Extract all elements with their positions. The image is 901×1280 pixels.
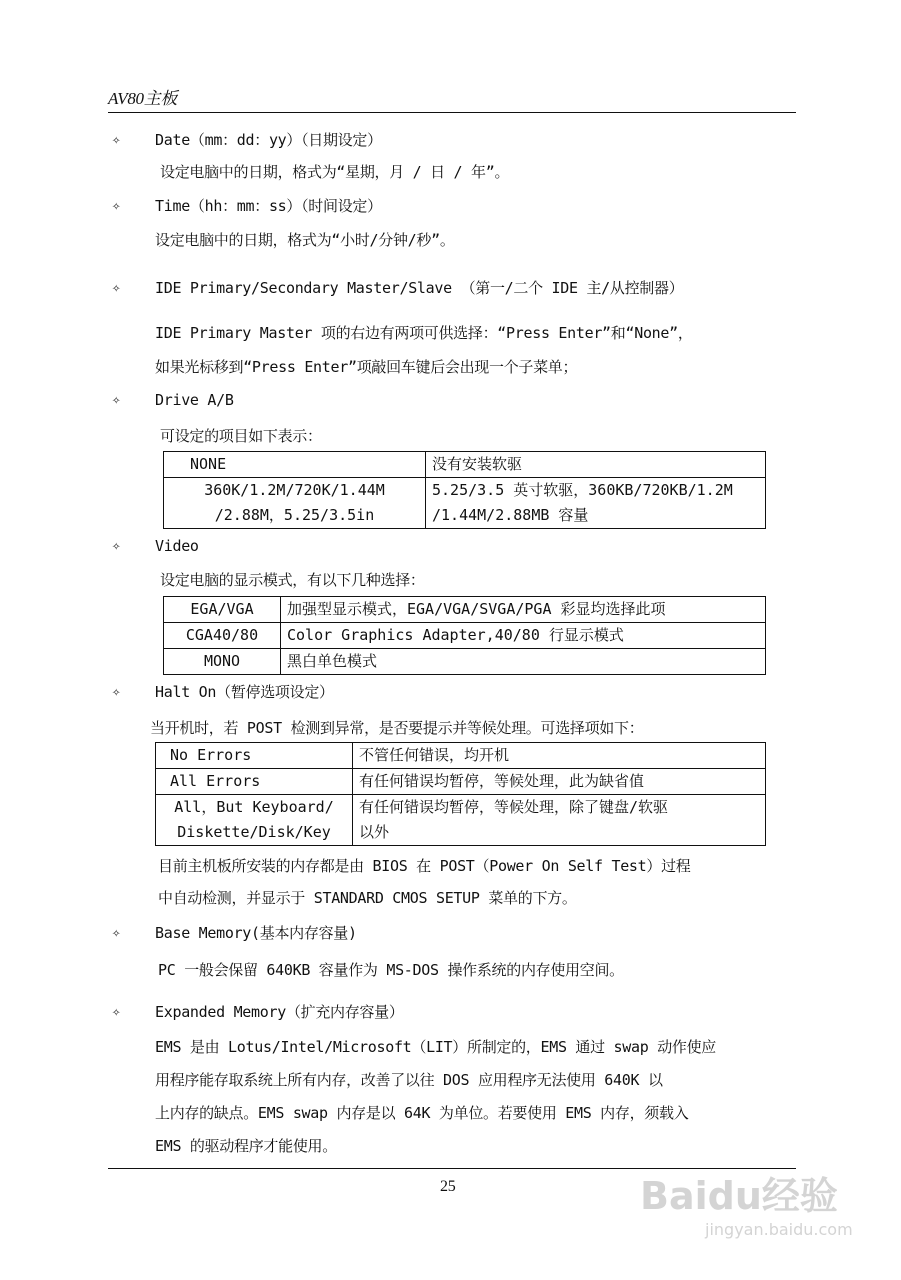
table-row	[156, 769, 766, 795]
watermark-url: jingyan.baidu.com	[705, 1220, 853, 1239]
drive-table	[163, 451, 766, 529]
table-cell: 黑白单色模式	[281, 649, 766, 675]
table-cell	[426, 478, 766, 529]
header-rule	[108, 112, 796, 113]
table-cell: CGA40/80	[164, 623, 281, 649]
table-cell: NONE	[164, 452, 426, 478]
bullet-icon: ✧	[112, 132, 121, 148]
paragraph-line: 中自动检测，并显示于 STANDARD CMOS SETUP 菜单的下方。	[158, 889, 577, 907]
cell-line: 有任何错误均暂停，等候处理，除了键盘/软驱	[359, 798, 669, 816]
table-row	[164, 452, 766, 478]
watermark-logo: Baidu经验	[640, 1174, 838, 1218]
section-title: Time（hh：mm：ss）（时间设定）	[155, 197, 382, 215]
table-cell	[156, 795, 353, 846]
bullet-icon: ✧	[112, 392, 121, 408]
table-cell: EGA/VGA	[164, 597, 281, 623]
table-cell: 没有安装软驱	[426, 452, 766, 478]
paragraph-line: 上内存的缺点。EMS swap 内存是以 64K 为单位。若要使用 EMS 内存，须载入	[155, 1104, 689, 1122]
bullet-icon: ✧	[112, 925, 121, 941]
table-row	[156, 795, 766, 846]
table-cell: No Errors	[156, 743, 353, 769]
section-title: IDE Primary/Secondary Master/Slave （第一/二个 IDE 主/从控制器）	[155, 279, 684, 297]
table-cell: MONO	[164, 649, 281, 675]
bullet-icon: ✧	[112, 684, 121, 700]
cell-line: Diskette/Disk/Key	[177, 823, 331, 841]
bullet-icon: ✧	[112, 280, 121, 296]
cell-line: /1.44M/2.88MB 容量	[432, 506, 589, 524]
cell-line: 5.25/3.5 英寸软驱，360KB/720KB/1.2M	[432, 481, 733, 499]
paragraph-line: 目前主机板所安装的内存都是由 BIOS 在 POST（Power On Self Test）过程	[158, 857, 691, 875]
section-title: Base Memory(基本内存容量)	[155, 924, 357, 942]
paragraph-line: 设定电脑中的日期，格式为“星期，月 / 日 / 年”。	[160, 163, 510, 181]
video-table	[163, 596, 766, 675]
table-cell: All Errors	[156, 769, 353, 795]
page-number: 25	[440, 1178, 456, 1195]
bullet-icon: ✧	[112, 1004, 121, 1020]
table-cell	[164, 478, 426, 529]
paragraph-line: EMS 的驱动程序才能使用。	[155, 1137, 337, 1155]
cell-line: /2.88M，5.25/3.5in	[214, 506, 375, 524]
bullet-icon: ✧	[112, 538, 121, 554]
table-cell: Color Graphics Adapter,40/80 行显示模式	[281, 623, 766, 649]
paragraph-line: 设定电脑中的日期，格式为“小时/分钟/秒”。	[155, 231, 455, 249]
paragraph-line: 可设定的项目如下表示：	[160, 427, 322, 445]
paragraph-line: 设定电脑的显示模式，有以下几种选择：	[160, 571, 425, 589]
halt-table	[155, 742, 766, 846]
table-row	[164, 649, 766, 675]
section-title: Drive A/B	[155, 391, 234, 409]
section-title: Video	[155, 537, 199, 555]
paragraph-line: 用程序能存取系统上所有内存，改善了以往 DOS 应用程序无法使用 640K 以	[155, 1071, 663, 1089]
paragraph-line: 当开机时，若 POST 检测到异常，是否要提示并等候处理。可选择项如下：	[150, 719, 644, 737]
table-cell: 有任何错误均暂停，等候处理，此为缺省值	[353, 769, 766, 795]
table-cell: 不管任何错误，均开机	[353, 743, 766, 769]
table-cell: 加强型显示模式，EGA/VGA/SVGA/PGA 彩显均选择此项	[281, 597, 766, 623]
cell-line: 360K/1.2M/720K/1.44M	[204, 481, 385, 499]
table-row	[164, 478, 766, 529]
section-title: Halt On（暂停选项设定）	[155, 683, 334, 701]
table-row	[164, 597, 766, 623]
cell-line: 以外	[359, 823, 390, 841]
paragraph-line: 如果光标移到“Press Enter”项敲回车键后会出现一个子菜单；	[155, 358, 578, 376]
cell-line: All，But Keyboard/	[174, 798, 334, 816]
table-row	[164, 623, 766, 649]
table-cell	[353, 795, 766, 846]
paragraph-line: IDE Primary Master 项的右边有两项可供选择：“Press Enter”和“None”，	[155, 324, 693, 342]
section-title: Expanded Memory（扩充内存容量）	[155, 1003, 404, 1021]
paragraph-line: EMS 是由 Lotus/Intel/Microsoft（LIT）所制定的，EMS 通过 swap 动作使应	[155, 1038, 717, 1056]
header-title: AV80主板	[108, 89, 178, 108]
paragraph-line: PC 一般会保留 640KB 容量作为 MS-DOS 操作系统的内存使用空间。	[158, 961, 624, 979]
section-title: Date（mm：dd：yy）（日期设定）	[155, 131, 382, 149]
table-row	[156, 743, 766, 769]
bullet-icon: ✧	[112, 198, 121, 214]
